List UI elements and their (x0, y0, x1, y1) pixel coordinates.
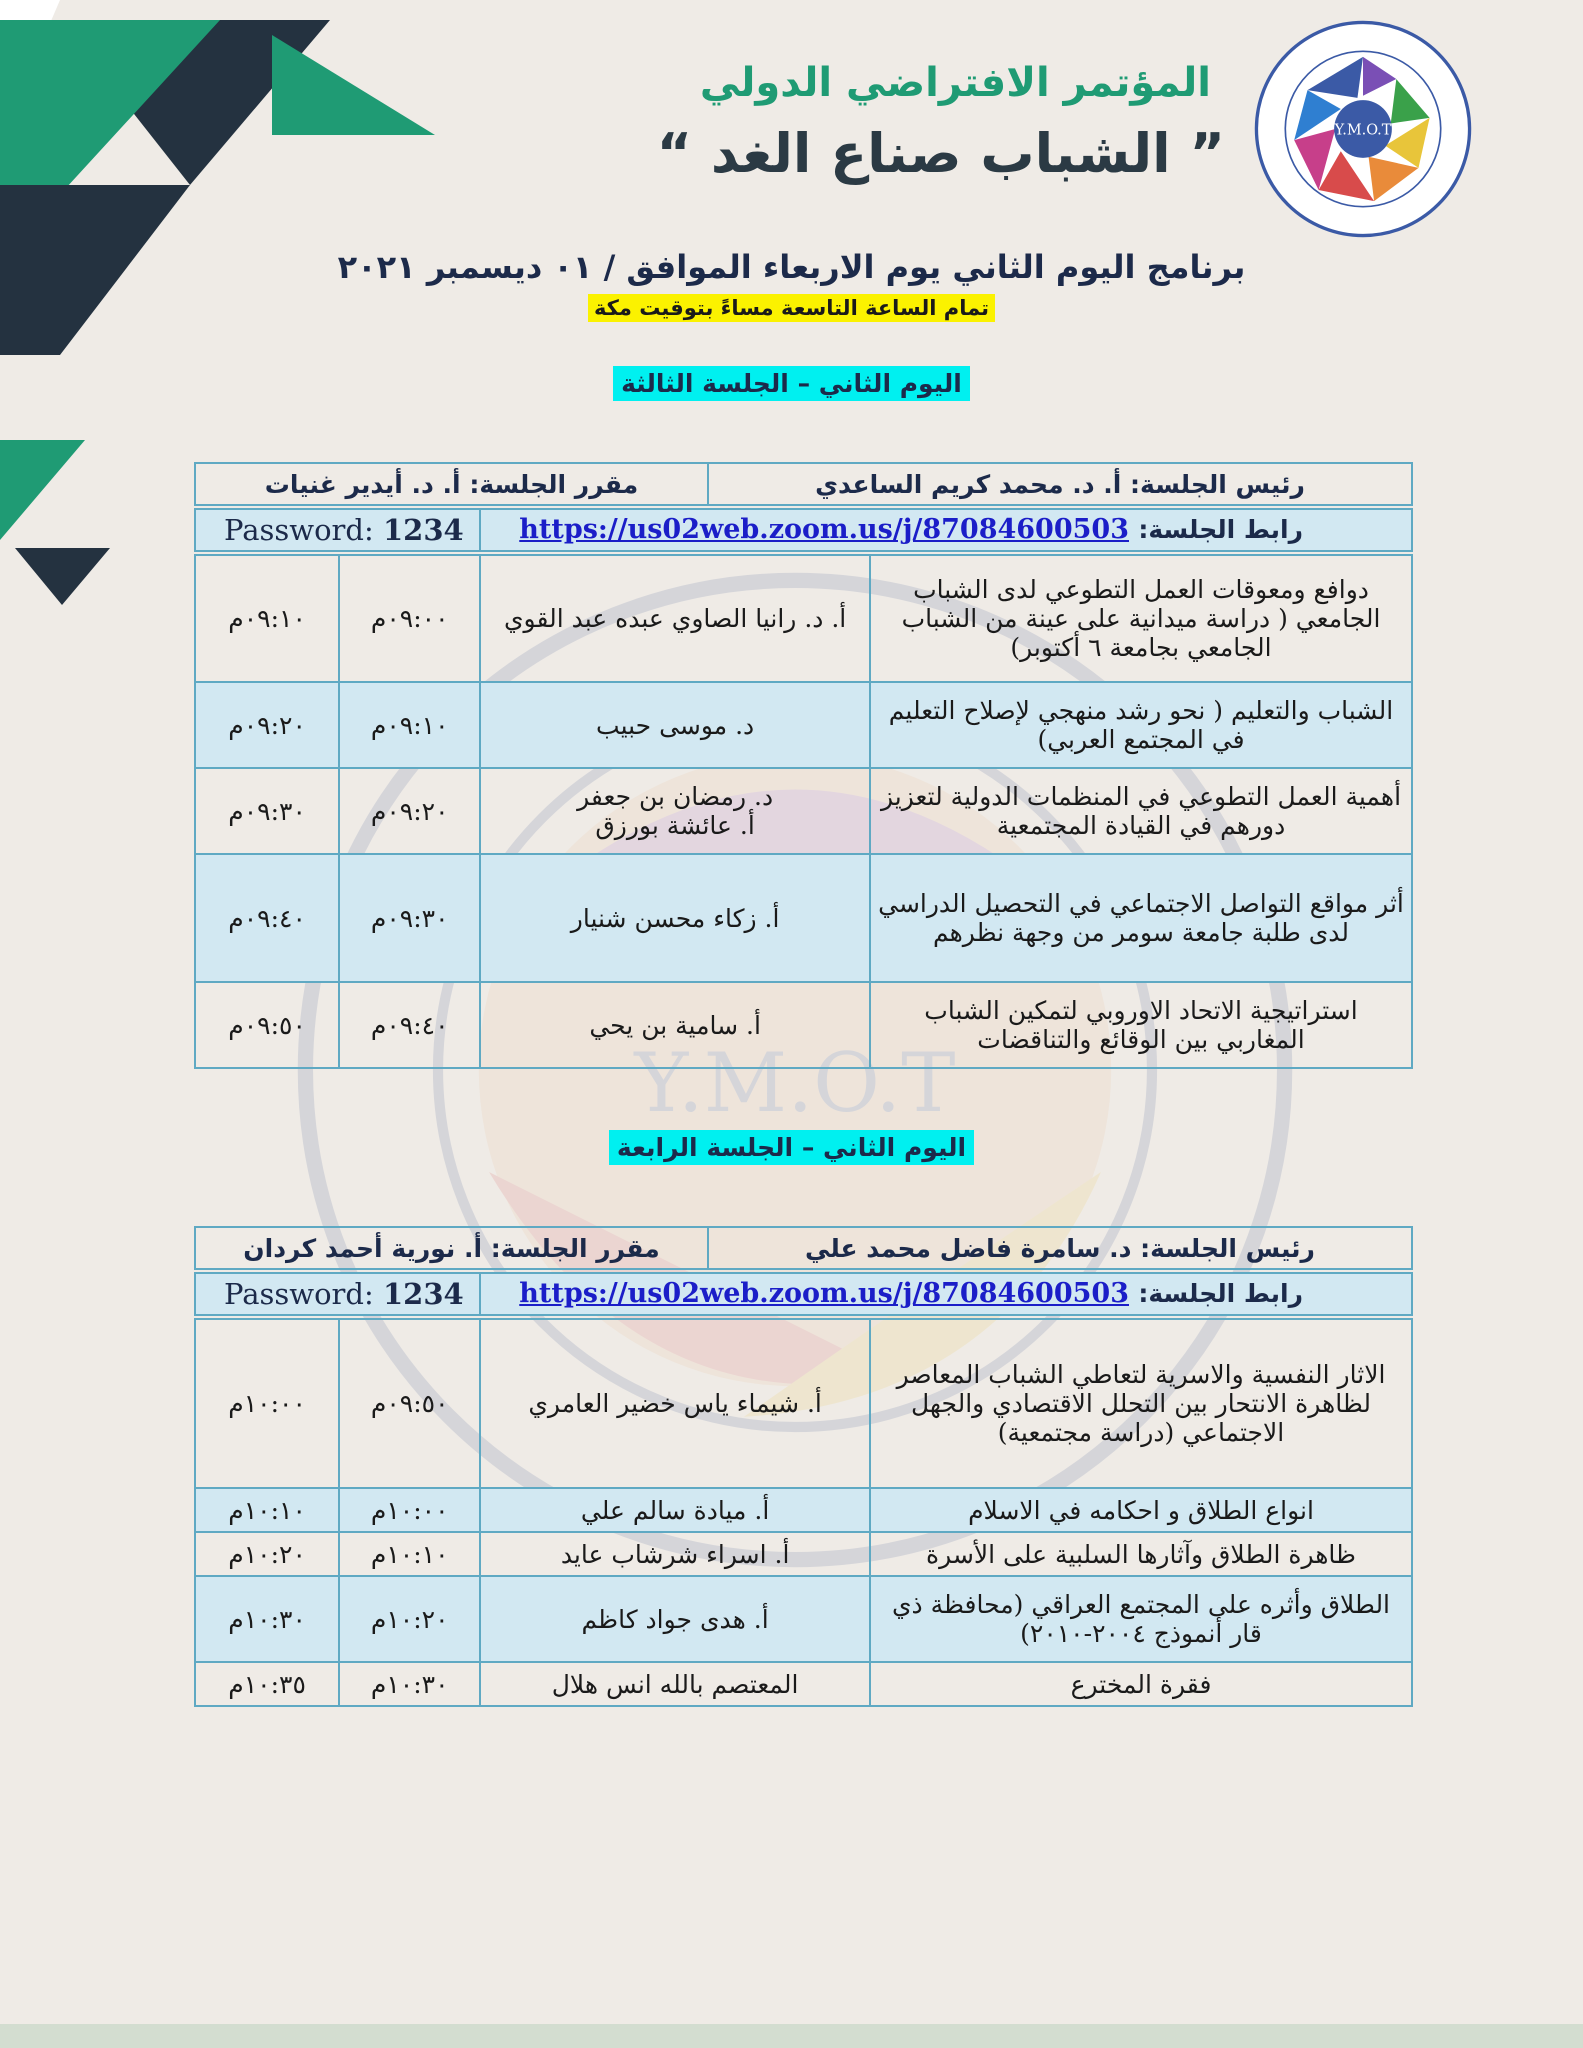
table-row (195, 1488, 1412, 1532)
end-time: ٠٩:٥٠م (195, 982, 339, 1068)
zoom-link[interactable]: https://us02web.zoom.us/j/87084600503 (519, 514, 1129, 545)
session-rapporteur: مقرر الجلسة: أ. د. أيدير غنيات (195, 463, 708, 505)
table-row (195, 555, 1412, 682)
topic-cell: أهمية العمل التطوعي في المنظمات الدولية لتعزيز دورهم في القيادة المجتمعية (870, 768, 1412, 854)
speaker-cell: أ. د. رانيا الصاوي عبده عبد القوي (480, 555, 870, 682)
topic-cell: دوافع ومعوقات العمل التطوعي لدى الشباب الجامعي ( دراسة ميدانية على عينة من الشباب الجامعي بجامعة ٦ أكتوبر) (870, 555, 1412, 682)
table-row (195, 854, 1412, 982)
topic-cell: انواع الطلاق و احكامه في الاسلام (870, 1488, 1412, 1532)
speaker-cell: أ. اسراء شرشاب عايد (480, 1532, 870, 1576)
table-row (195, 1532, 1412, 1576)
conference-title: ” الشباب صناع الغد “ (656, 122, 1225, 185)
session-label: اليوم الثاني – الجلسة الثالثة (613, 366, 970, 401)
svg-text:Y.M.O.T: Y.M.O.T (634, 1035, 956, 1131)
start-time: ٠٩:٢٠م (339, 768, 480, 854)
start-time: ١٠:٠٠م (339, 1488, 480, 1532)
session-label: اليوم الثاني – الجلسة الرابعة (609, 1130, 974, 1165)
link-label: رابط الجلسة: (1138, 1279, 1303, 1308)
end-time: ١٠:٢٠م (195, 1532, 339, 1576)
topic-cell: ظاهرة الطلاق وآثارها السلبية على الأسرة (870, 1532, 1412, 1576)
table-row (195, 1576, 1412, 1662)
start-time: ٠٩:١٠م (339, 682, 480, 768)
end-time: ١٠:٣٠م (195, 1576, 339, 1662)
program-title: برنامج اليوم الثاني يوم الاربعاء الموافق / ٠١ ديسمبر ٢٠٢١ (337, 248, 1246, 286)
topic-cell: فقرة المخترع (870, 1662, 1412, 1706)
schedule-table (194, 1318, 1413, 1707)
start-time: ١٠:٣٠م (339, 1662, 480, 1706)
end-time: ٠٩:٣٠م (195, 768, 339, 854)
speaker-cell: د. رمضان بن جعفر أ. عائشة بورزق (480, 768, 870, 854)
schedule-table (194, 554, 1413, 1069)
topic-cell: الطلاق وأثره على المجتمع العراقي (محافظة ذي قار أنموذج ٢٠٠٤-٢٠١٠) (870, 1576, 1412, 1662)
table-row (195, 1662, 1412, 1706)
session-chair: رئيس الجلسة: د. سامرة فاضل محمد علي (708, 1227, 1412, 1269)
end-time: ٠٩:٤٠م (195, 854, 339, 982)
end-time: ٠٩:٢٠م (195, 682, 339, 768)
topic-cell: استراتيجية الاتحاد الاوروبي لتمكين الشباب المغاربي بين الوقائع والتناقضات (870, 982, 1412, 1068)
speaker-cell: أ. شيماء ياس خضير العامري (480, 1319, 870, 1488)
zoom-link[interactable]: https://us02web.zoom.us/j/87084600503 (519, 1278, 1129, 1309)
session-rapporteur: مقرر الجلسة: أ. نورية أحمد كردان (195, 1227, 708, 1269)
session-link-row (194, 1272, 1413, 1316)
end-time: ١٠:١٠م (195, 1488, 339, 1532)
speaker-cell: أ. زكاء محسن شنيار (480, 854, 870, 982)
topic-cell: الاثار النفسية والاسرية لتعاطي الشباب المعاصر لظاهرة الانتحار بين التحلل الاقتصادي والجهل الاجتماعي (دراسة مجتمعية) (870, 1319, 1412, 1488)
speaker-cell: أ. هدى جواد كاظم (480, 1576, 870, 1662)
end-time: ١٠:٣٥م (195, 1662, 339, 1706)
bottom-band (0, 2024, 1583, 2048)
start-time: ١٠:١٠م (339, 1532, 480, 1576)
speaker-cell: أ. ميادة سالم علي (480, 1488, 870, 1532)
table-row (195, 768, 1412, 854)
svg-text:Y.M.O.T: Y.M.O.T (1334, 122, 1392, 139)
topic-cell: الشباب والتعليم ( نحو رشد منهجي لإصلاح التعليم في المجتمع العربي) (870, 682, 1412, 768)
end-time: ٠٩:١٠م (195, 555, 339, 682)
time-note: تمام الساعة التاسعة مساءً بتوقيت مكة (588, 294, 995, 322)
speaker-cell: أ. سامية بن يحي (480, 982, 870, 1068)
conference-subtitle: المؤتمر الافتراضي الدولي (699, 60, 1211, 106)
start-time: ٠٩:٤٠م (339, 982, 480, 1068)
link-label: رابط الجلسة: (1138, 515, 1303, 544)
start-time: ٠٩:٣٠م (339, 854, 480, 982)
start-time: ٠٩:٠٠م (339, 555, 480, 682)
password: Password: 1234 (224, 1277, 464, 1311)
session-info (194, 1226, 1413, 1270)
session-link-row (194, 508, 1413, 552)
conference-logo (1252, 18, 1474, 240)
start-time: ١٠:٢٠م (339, 1576, 480, 1662)
table-row (195, 982, 1412, 1068)
speaker-cell: د. موسى حبيب (480, 682, 870, 768)
password: Password: 1234 (224, 513, 464, 547)
start-time: ٠٩:٥٠م (339, 1319, 480, 1488)
session-chair: رئيس الجلسة: أ. د. محمد كريم الساعدي (708, 463, 1412, 505)
table-row (195, 682, 1412, 768)
session-info (194, 462, 1413, 506)
topic-cell: أثر مواقع التواصل الاجتماعي في التحصيل الدراسي لدى طلبة جامعة سومر من وجهة نظرهم (870, 854, 1412, 982)
end-time: ١٠:٠٠م (195, 1319, 339, 1488)
table-row (195, 1319, 1412, 1488)
speaker-cell: المعتصم بالله انس هلال (480, 1662, 870, 1706)
